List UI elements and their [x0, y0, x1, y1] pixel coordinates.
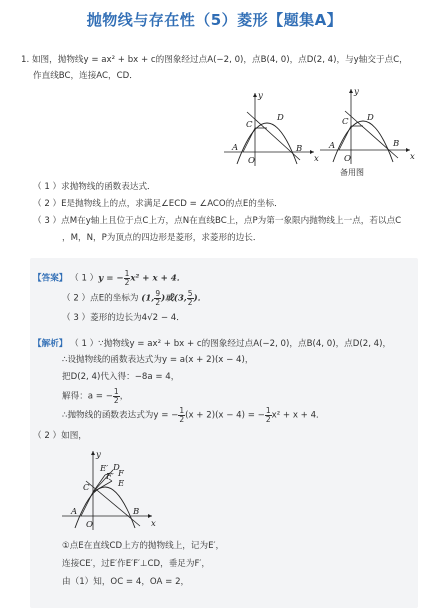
question-2: （ 2 ）E是抛物线上的点，求满足∠ECD = ∠ACO的点E的坐标．: [33, 199, 283, 209]
label-d: D: [113, 463, 120, 473]
label-c: C: [83, 483, 90, 493]
page-title: 抛物线与存在性（5）菱形【题集A】: [86, 11, 343, 29]
label-e: E: [118, 479, 125, 489]
analysis-5-mid: (x + 2)(x − 4) = −: [185, 410, 265, 421]
label-e-prime: E′: [100, 464, 109, 474]
question-3b: ，M，N，P为顶点的四边形是菱形，求菱形的边长．: [62, 233, 262, 243]
frac-num: 1: [124, 269, 130, 278]
analysis-5-right: x² + x + 4．: [271, 410, 325, 421]
label-o: O: [248, 156, 255, 166]
label-a: A: [329, 141, 336, 151]
label-o: O: [86, 520, 93, 530]
frac-den: 2: [187, 297, 193, 307]
problem-line-1: [21, 55, 408, 67]
label-x: x: [151, 519, 156, 529]
frac-num: 9: [155, 289, 161, 298]
analysis-tag: 【解析】: [33, 339, 68, 349]
answer-line-1: [33, 270, 185, 286]
segment-ce: [93, 481, 112, 492]
answer-2-frac-2: [187, 290, 194, 306]
analysis-5-frac-2: [265, 407, 272, 423]
analysis-case-2: 连接CE′，过E′作E′F′⊥CD，垂足为F′，: [62, 559, 210, 569]
frac-den: 2: [179, 414, 185, 424]
segment-ce1: [93, 475, 105, 492]
label-f: F: [118, 469, 124, 479]
answer-line-3: （ 3 ）菱形的边长为4√2 − 4．: [62, 313, 185, 323]
analysis-line-5: [62, 407, 325, 423]
analysis-line-3: 把D(2, 4)代入得：−8a = 4，: [62, 372, 180, 382]
label-y: y: [96, 450, 101, 460]
answer-1-prefix: （ 1 ）: [70, 273, 99, 284]
line-bc: [86, 481, 140, 526]
label-c: C: [246, 120, 253, 130]
label-b: B: [133, 507, 140, 517]
parabola: [75, 487, 135, 528]
spare-caption: 备用图: [340, 168, 364, 177]
label-b: B: [296, 144, 303, 154]
answer-panel: [30, 258, 418, 608]
label-a: A: [71, 507, 78, 517]
label-b: B: [393, 139, 400, 149]
y-axis-arrow: [349, 89, 353, 93]
figure-main: [222, 90, 322, 168]
label-x: x: [314, 154, 319, 164]
label-x: x: [410, 152, 415, 162]
y-axis-arrow: [253, 93, 257, 97]
analysis-5-left: ∴抛物线的函数表达式为y = −: [62, 410, 179, 421]
problem-text-1: 如图，抛物线y = ax² + bx + c的图象经过点A(−2, 0)，点B(4, 0)，点D(2, 4)，与y轴交于点C，: [31, 55, 408, 65]
frac-den: 2: [155, 297, 161, 307]
frac-num: 1: [113, 387, 119, 396]
answer-2-prefix: （ 2 ）点E的坐标为: [62, 293, 139, 304]
answer-tag: 【答案】: [33, 273, 68, 284]
frac-num: 1: [179, 406, 185, 415]
label-d: D: [277, 113, 284, 123]
problem-number: 1.: [21, 55, 30, 65]
analysis-part-2: （ 2 ）如图，: [33, 431, 87, 441]
analysis-text-1: （ 1 ）∵抛物线y = ax² + bx + c的图象经过点A(−2, 0)，点B(4, 0)，点D(2, 4)，: [70, 339, 392, 349]
problem-text-2: 作直线BC，连接AC，CD．: [33, 71, 138, 81]
analysis-line-2: ∴设抛物线的函数表达式为y = a(x + 2)(x − 4)，: [62, 355, 254, 365]
analysis-4-left: 解得：a = −: [62, 391, 113, 402]
label-o: O: [344, 154, 351, 164]
answer-line-2: [62, 290, 206, 306]
segment-ac: [81, 492, 93, 516]
answer-2-end: )．: [193, 293, 207, 304]
frac-den: 2: [124, 277, 130, 287]
frac-den: 2: [113, 395, 119, 405]
segment-ac: [339, 126, 351, 150]
question-3a: （ 3 ）点M在y轴上且位于点C上方，点N在直线BC上，点P为第一象限内抛物线上一点，若以点C: [33, 216, 402, 226]
analysis-4-right: ，: [119, 391, 129, 402]
x-axis-arrow: [148, 514, 152, 518]
answer-2-p1-left: (1,: [141, 293, 155, 304]
analysis-line-1: [33, 339, 391, 351]
label-y: y: [354, 87, 359, 97]
question-1: （ 1 ）求抛物线的函数表达式．: [33, 182, 156, 192]
frac-num: 5: [187, 289, 193, 298]
segment-ac: [243, 128, 255, 152]
frac-num: 1: [265, 406, 271, 415]
frac-den: 2: [265, 414, 271, 424]
answer-1-expr-right: x² + x + 4．: [130, 273, 186, 284]
answer-1-expr-left: y = −: [98, 273, 124, 284]
analysis-case-1: ①点E在直线CD上方的抛物线上，记为E′，: [62, 541, 225, 551]
label-d: D: [367, 113, 374, 123]
analysis-line-4: [62, 388, 128, 404]
label-f-prime: F′: [106, 472, 114, 482]
y-axis-arrow: [91, 451, 95, 455]
analysis-case-3: 由（1）知，OC = 4，OA = 2，: [62, 577, 190, 587]
label-a: A: [232, 143, 239, 153]
answer-2-or: )或(3,: [161, 293, 187, 304]
analysis-4-frac: [113, 388, 120, 404]
label-y: y: [258, 91, 263, 101]
label-c: C: [342, 117, 349, 127]
figure-solution: [60, 448, 160, 532]
figure-spare: [318, 86, 418, 178]
